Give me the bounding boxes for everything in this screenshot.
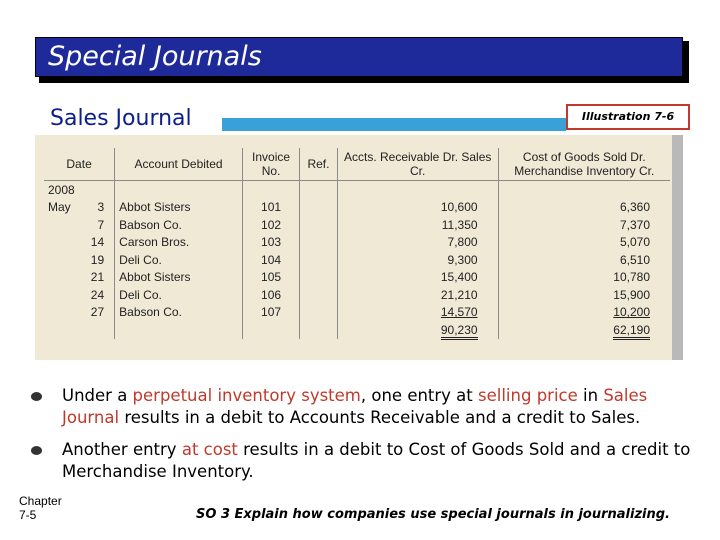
- table-row: [44, 234, 670, 252]
- header-accounts-receivable: Accts. Receivable Dr. Sales Cr.: [337, 148, 498, 181]
- cost-cell: 6,360: [498, 199, 670, 217]
- invoice-cell: 106: [242, 286, 299, 304]
- invoice-cell: 105: [242, 269, 299, 287]
- ar-cell: 21,210: [337, 286, 498, 304]
- month-cell: [44, 269, 79, 287]
- header-date: Date: [44, 148, 115, 181]
- ar-cell: 11,350: [337, 216, 498, 234]
- month-cell: May: [48, 200, 71, 215]
- ar-cell: 7,800: [337, 234, 498, 252]
- ar-cell: 14,570: [337, 304, 498, 322]
- account-cell: Babson Co.: [115, 304, 243, 322]
- day-cell: 24: [90, 287, 105, 302]
- header-account-debited: Account Debited: [115, 148, 243, 181]
- month-cell: [44, 251, 79, 269]
- table-header-strip: [222, 118, 566, 131]
- highlight-perpetual-inventory: perpetual inventory system: [132, 386, 361, 405]
- ref-cell: [300, 234, 338, 252]
- ref-cell: [300, 269, 338, 287]
- invoice-cell: 107: [242, 304, 299, 322]
- month-cell: [44, 216, 79, 234]
- ar-cell: 15,400: [337, 269, 498, 287]
- ref-cell: [300, 304, 338, 322]
- year-row: [44, 181, 670, 199]
- totals-row: [44, 321, 670, 339]
- cost-total-cell: 62,190: [498, 321, 670, 339]
- cost-cell: 10,200: [498, 304, 670, 322]
- month-cell: [44, 304, 79, 322]
- ref-cell: [300, 216, 338, 234]
- table-row: [44, 199, 670, 217]
- day-cell: 27: [90, 305, 105, 320]
- month-cell: [44, 234, 79, 252]
- cost-cell: 15,900: [498, 286, 670, 304]
- table-row: [44, 269, 670, 287]
- day-cell: 7: [97, 217, 105, 232]
- sales-journal-table: [44, 148, 670, 339]
- bullet-text-1: Under a perpetual inventory system, one entry at selling price in Sales Journal results in a debit to Accounts Receivable and a credit to Sales.: [62, 386, 648, 427]
- ref-cell: [300, 286, 338, 304]
- cost-cell: 6,510: [498, 251, 670, 269]
- table-header-row: [44, 148, 670, 181]
- day-cell: 3: [97, 200, 105, 215]
- invoice-cell: 101: [242, 199, 299, 217]
- highlight-at-cost: at cost: [181, 440, 238, 459]
- invoice-cell: 104: [242, 251, 299, 269]
- invoice-cell: 103: [242, 234, 299, 252]
- highlight-sales-journal: Sales Journal: [62, 386, 648, 427]
- ref-cell: [300, 251, 338, 269]
- table-row: [44, 286, 670, 304]
- ar-total-cell: 90,230: [337, 321, 498, 339]
- cost-cell: 5,070: [498, 234, 670, 252]
- highlight-selling-price: selling price: [478, 386, 578, 405]
- slide-subtitle: Sales Journal: [50, 106, 192, 131]
- study-objective: SO 3 Explain how companies use special journals in journalizing.: [196, 507, 670, 522]
- day-cell: 19: [90, 252, 105, 267]
- account-cell: Abbot Sisters: [115, 269, 243, 287]
- illustration-label: Illustration 7-6: [566, 104, 690, 130]
- year-cell: 2008: [48, 182, 75, 197]
- cost-cell: 7,370: [498, 216, 670, 234]
- bullet-text-2: Another entry at cost results in a debit to Cost of Goods Sold and a credit to Merchandise Inventory.: [62, 440, 691, 481]
- bullet-icon: [31, 446, 42, 455]
- account-cell: Babson Co.: [115, 216, 243, 234]
- invoice-cell: 102: [242, 216, 299, 234]
- account-cell: Deli Co.: [115, 286, 243, 304]
- title-banner: [35, 37, 683, 77]
- ar-cell: 10,600: [337, 199, 498, 217]
- account-cell: Carson Bros.: [115, 234, 243, 252]
- month-cell: [44, 286, 79, 304]
- ref-cell: [300, 199, 338, 217]
- header-invoice-no: Invoice No.: [242, 148, 299, 181]
- account-cell: Deli Co.: [115, 251, 243, 269]
- scan-edge-bar: [672, 135, 683, 360]
- chapter-label: Chapter 7-5: [19, 494, 62, 522]
- slide-title: Special Journals: [48, 41, 262, 72]
- ar-cell: 9,300: [337, 251, 498, 269]
- header-ref: Ref.: [300, 148, 338, 181]
- table-row: [44, 304, 670, 322]
- day-cell: 21: [90, 270, 105, 285]
- day-cell: 14: [90, 235, 105, 250]
- bullet-icon: [31, 392, 42, 401]
- account-cell: Abbot Sisters: [115, 199, 243, 217]
- header-cost-of-goods-sold: Cost of Goods Sold Dr. Merchandise Inventory Cr.: [498, 148, 670, 181]
- table-row: [44, 216, 670, 234]
- table-row: [44, 251, 670, 269]
- cost-cell: 10,780: [498, 269, 670, 287]
